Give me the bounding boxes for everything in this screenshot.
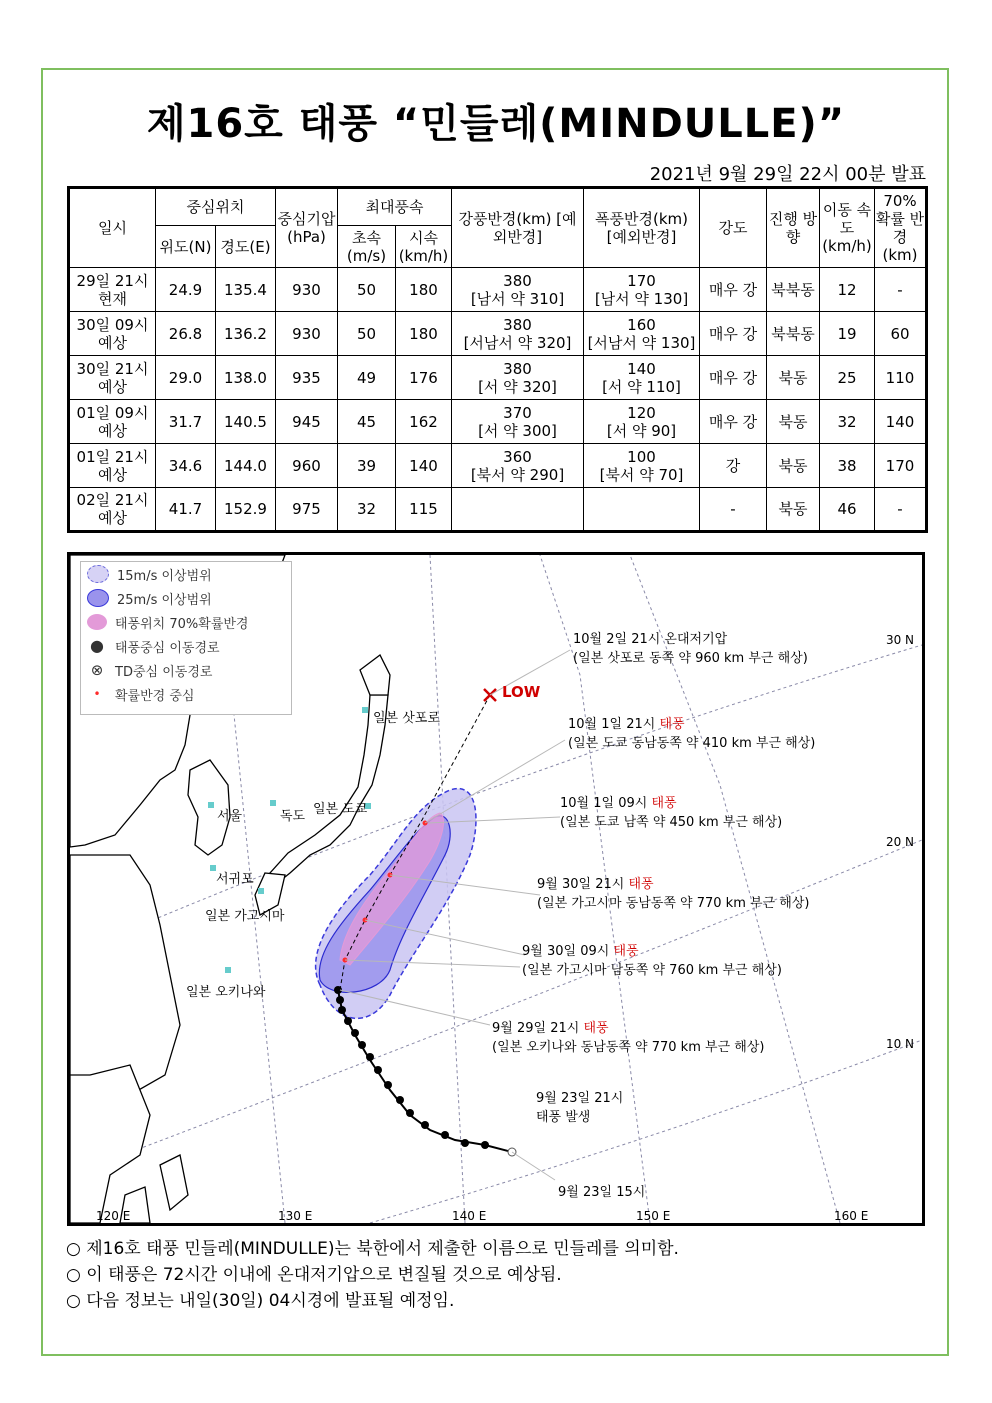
cell-storm-radius [584, 312, 700, 356]
lat-label-20n: 20 N [885, 835, 914, 849]
cell-time-line: 예상 [98, 509, 127, 527]
cell-kmh-line: 162 [409, 412, 438, 431]
cell-kmh [396, 444, 452, 488]
cell-time-line: 30일 09시 [76, 315, 149, 334]
cell-kmh [396, 400, 452, 444]
cell-lat-line: 41.7 [168, 500, 203, 518]
typhoon-symbol-icon: ● [90, 636, 104, 655]
cell-pressure [276, 268, 338, 312]
cell-kmh-line: 180 [409, 280, 438, 299]
header-maxwind: 최대풍속 [338, 188, 452, 226]
cell-prob-radius [875, 488, 927, 532]
cell-ms [338, 312, 396, 356]
cell-time-line: 30일 21시 [76, 359, 149, 378]
cell-strong-radius-line: 380 [503, 359, 532, 378]
cell-speed [820, 268, 875, 312]
cell-lon [216, 268, 276, 312]
cell-storm-radius-line: [서 약 90] [606, 421, 677, 440]
cell-kmh-line: 140 [409, 456, 438, 475]
cell-kmh [396, 488, 452, 532]
header-strong-radius: 강풍반경(km) [예외반경] [452, 188, 584, 268]
cell-storm-radius-line: 100 [627, 447, 656, 466]
cell-pressure [276, 356, 338, 400]
cell-direction-line: 북동 [778, 500, 808, 518]
issued-time: 2021년 9월 29일 22시 00분 발표 [649, 164, 926, 185]
page-title: 제16호 태풍 “민들레(MINDULLE)” [146, 101, 846, 147]
low-label: LOW [502, 683, 541, 701]
cell-pressure [276, 400, 338, 444]
header-speed: 이동 속도 (km/h) [820, 188, 875, 268]
cell-kmh [396, 312, 452, 356]
cell-ms [338, 444, 396, 488]
label-oct1-21: 10월 1일 21시 태풍 (일본 도쿄 동남동쪽 약 410 km 부근 해상) [568, 717, 816, 751]
cell-pressure-line: 975 [292, 500, 321, 518]
cell-prob-radius-line: 110 [885, 368, 915, 387]
cell-lat [156, 312, 216, 356]
place-tokyo: 일본 도쿄 [313, 802, 368, 817]
cell-ms-line: 50 [356, 324, 377, 343]
header-center: 중심위치 [156, 188, 276, 226]
cell-lat-line: 34.6 [168, 456, 203, 475]
cell-intensity [700, 400, 767, 444]
lat-label-10n: 10 N [885, 1037, 914, 1051]
cell-intensity-line: 강 [725, 456, 741, 475]
cell-storm-radius [584, 356, 700, 400]
cell-strong-radius [452, 444, 584, 488]
header-prob-radius: 70% 확률 반경 (km) [875, 188, 927, 268]
cell-pressure-line: 945 [292, 412, 321, 431]
note-item: ○ 다음 정보는 내일(30일) 04시경에 발표될 예정임. [66, 1291, 455, 1311]
map-legend [80, 561, 292, 715]
place-sapporo: 일본 삿포로 [373, 711, 440, 726]
cell-storm-radius [584, 488, 700, 532]
lat-label-30n: 30 N [885, 633, 914, 647]
cell-intensity-line: 매우 강 [708, 368, 758, 387]
cell-time-line: 예상 [98, 421, 127, 440]
cell-storm-radius [584, 268, 700, 312]
cell-ms-line: 50 [356, 280, 377, 299]
cell-speed-line: 12 [837, 280, 857, 299]
cell-intensity [700, 444, 767, 488]
cell-lon [216, 312, 276, 356]
cell-strong-radius [452, 312, 584, 356]
cell-lon [216, 356, 276, 400]
cell-direction-line: 북동 [778, 368, 808, 387]
cell-lat [156, 268, 216, 312]
cell-time-line: 예상 [98, 465, 127, 484]
cell-ms [338, 488, 396, 532]
lon-label-160e: 160 E [834, 1209, 869, 1223]
cell-strong-radius [452, 488, 584, 532]
cell-prob-radius [875, 400, 927, 444]
legend-item-70pct: 태풍위치 70%확률반경 [81, 610, 291, 634]
cell-direction [767, 356, 820, 400]
header-lon: 경도(E) [216, 226, 276, 268]
header-storm-radius: 폭풍반경(km) [예외반경] [584, 188, 700, 268]
place-kagoshima: 일본 가고시마 [205, 909, 285, 924]
legend-item-td: ⊗ TD중심 이동경로 [81, 658, 291, 682]
ellipse-icon [87, 589, 109, 607]
label-oct1-09: 10월 1일 09시 태풍 (일본 도쿄 남쪽 약 450 km 부근 해상) [560, 796, 783, 830]
header-direction: 진행 방향 [767, 188, 820, 268]
cell-prob-radius-line: 140 [885, 412, 915, 431]
cell-time-line: 01일 09시 [76, 403, 149, 422]
cell-ms [338, 268, 396, 312]
cell-lat-line: 24.9 [168, 280, 203, 299]
cell-strong-radius-line: [남서 약 310] [470, 289, 565, 308]
cell-kmh-line: 115 [409, 500, 438, 518]
cell-ms-line: 49 [356, 368, 377, 387]
cell-direction-line: 북동 [778, 412, 808, 431]
table-row [69, 488, 927, 532]
cell-time-line: 예상 [98, 333, 127, 352]
cell-intensity [700, 268, 767, 312]
cell-time-line: 01일 21시 [76, 447, 149, 466]
cell-ms [338, 400, 396, 444]
cell-strong-radius-line: [북서 약 290] [470, 465, 565, 484]
pink-ellipse-icon [87, 614, 107, 630]
cell-lat [156, 400, 216, 444]
legend-item-15ms: 15m/s 이상범위 [81, 562, 291, 586]
cell-lat [156, 444, 216, 488]
cell-lon-line: 135.4 [224, 280, 267, 299]
cell-prob-radius-line: 60 [890, 324, 910, 343]
red-dot-icon: • [93, 687, 101, 701]
cell-speed-line: 19 [837, 324, 857, 343]
cell-prob-radius [875, 312, 927, 356]
cell-strong-radius-line: 380 [503, 271, 532, 290]
lon-label-150e: 150 E [636, 1209, 671, 1223]
cell-storm-radius-line: 140 [627, 359, 656, 378]
cell-speed [820, 488, 875, 532]
cell-storm-radius [584, 444, 700, 488]
legend-item-center: • 확률반경 중심 [81, 682, 291, 706]
note-item: ○ 이 태풍은 72시간 이내에 온대저기압으로 변질될 것으로 예상됨. [66, 1265, 562, 1285]
cell-strong-radius-line: 360 [503, 447, 532, 466]
circled-x-icon: ⊗ [90, 661, 104, 679]
cell-kmh [396, 268, 452, 312]
place-seogwipo: 서귀포 [216, 872, 254, 887]
cell-ms-line: 32 [356, 500, 377, 518]
cell-storm-radius-line: [서남서 약 130] [587, 333, 696, 352]
table-row [69, 312, 927, 356]
cell-lon-line: 144.0 [224, 456, 267, 475]
cell-intensity-line: - [730, 500, 736, 518]
dashed-ellipse-icon [87, 565, 109, 583]
cell-time [69, 268, 156, 312]
cell-speed [820, 444, 875, 488]
notes [66, 1236, 679, 1314]
cell-prob-radius-line: - [897, 500, 903, 518]
table-row [69, 268, 927, 312]
cell-lat-line: 31.7 [168, 412, 203, 431]
cell-speed-line: 25 [837, 368, 857, 387]
cell-lon-line: 138.0 [224, 368, 267, 387]
cell-pressure-line: 930 [292, 324, 321, 343]
place-seoul: 서울 [217, 809, 243, 824]
cell-storm-radius-line: 120 [627, 403, 656, 422]
cell-time-line: 02일 21시 [76, 491, 149, 509]
cell-lat-line: 26.8 [168, 324, 203, 343]
cell-lat [156, 488, 216, 532]
label-sep29-21: 9월 29일 21시 태풍 (일본 오키나와 동남동쪽 약 770 km 부근 해상) [492, 1021, 765, 1055]
place-dokdo: 독도 [280, 809, 306, 824]
cell-intensity [700, 488, 767, 532]
cell-intensity [700, 356, 767, 400]
label-sep30-09: 9월 30일 09시 태풍 (일본 가고시마 남동쪽 약 760 km 부근 해상) [522, 944, 782, 978]
cell-direction-line: 북북동 [771, 324, 815, 343]
cell-intensity-line: 매우 강 [708, 280, 758, 299]
cell-lon-line: 136.2 [224, 324, 267, 343]
note-item: ○ 제16호 태풍 민들레(MINDULLE)는 북한에서 제출한 이름으로 민들레를 의미함. [66, 1239, 679, 1259]
table-row [69, 356, 927, 400]
cell-direction [767, 488, 820, 532]
cell-speed-line: 46 [837, 500, 857, 518]
cell-time [69, 356, 156, 400]
cell-time-line: 현재 [98, 289, 127, 308]
cell-storm-radius-line: [북서 약 70] [599, 465, 684, 484]
cell-strong-radius-line: [서 약 300] [478, 421, 557, 440]
cell-direction-line: 북북동 [771, 280, 815, 299]
label-sep30-21: 9월 30일 21시 태풍 (일본 가고시마 동남동쪽 약 770 km 부근 해상) [537, 877, 810, 911]
cell-strong-radius-line: 370 [503, 403, 532, 422]
cell-kmh-line: 180 [409, 324, 438, 343]
cell-storm-radius-line: 160 [627, 315, 656, 334]
cell-lon-line: 152.9 [224, 500, 267, 518]
cell-lon [216, 400, 276, 444]
cell-time [69, 312, 156, 356]
cell-strong-radius [452, 268, 584, 312]
label-sep23-15: 9월 23일 15시 [558, 1185, 646, 1200]
cell-strong-radius [452, 356, 584, 400]
lon-label-140e: 140 E [452, 1209, 487, 1223]
cell-speed-line: 38 [837, 456, 857, 475]
cell-pressure-line: 935 [292, 368, 321, 387]
cell-prob-radius-line: - [897, 280, 903, 299]
cell-prob-radius [875, 268, 927, 312]
label-oct2-21: 10월 2일 21시 온대저기압 (일본 삿포로 동쪽 약 960 km 부근 해상) [573, 632, 808, 666]
label-sep23-21: 9월 23일 21시 태풍 발생 [536, 1091, 624, 1125]
cell-time [69, 488, 156, 532]
cell-storm-radius [584, 400, 700, 444]
cell-strong-radius-line: [서남서 약 320] [463, 333, 572, 352]
cell-direction [767, 444, 820, 488]
cell-lat-line: 29.0 [168, 368, 203, 387]
cell-speed [820, 356, 875, 400]
cell-ms-line: 45 [356, 412, 377, 431]
cell-direction [767, 400, 820, 444]
cell-strong-radius-line: [서 약 320] [478, 377, 557, 396]
cell-intensity-line: 매우 강 [708, 412, 758, 431]
cell-time [69, 400, 156, 444]
cell-kmh [396, 356, 452, 400]
cell-strong-radius [452, 400, 584, 444]
cell-lon [216, 444, 276, 488]
cell-direction [767, 312, 820, 356]
legend-item-25ms: 25m/s 이상범위 [81, 586, 291, 610]
cell-direction-line: 북동 [778, 456, 808, 475]
header-lat: 위도(N) [156, 226, 216, 268]
cell-kmh-line: 176 [409, 368, 438, 387]
cell-pressure [276, 444, 338, 488]
place-okinawa: 일본 오키나와 [186, 985, 266, 1000]
cell-pressure-line: 930 [292, 280, 321, 299]
cell-storm-radius-line: 170 [627, 271, 656, 290]
header-intensity: 강도 [700, 188, 767, 268]
cell-lat [156, 356, 216, 400]
cell-storm-radius-line: [남서 약 130] [594, 289, 689, 308]
table-row [69, 444, 927, 488]
cell-prob-radius-line: 170 [885, 456, 915, 475]
cell-prob-radius [875, 356, 927, 400]
cell-speed [820, 312, 875, 356]
cell-lon [216, 488, 276, 532]
cell-intensity-line: 매우 강 [708, 324, 758, 343]
header-kmh: 시속 (km/h) [396, 226, 452, 268]
cell-ms-line: 39 [356, 456, 377, 475]
cell-strong-radius-line: 380 [503, 315, 532, 334]
cell-ms [338, 356, 396, 400]
cell-pressure [276, 312, 338, 356]
cell-speed-line: 32 [837, 412, 857, 431]
cell-time [69, 444, 156, 488]
cell-time-line: 29일 21시 [76, 271, 149, 290]
legend-item-track: ● 태풍중심 이동경로 [81, 634, 291, 658]
table-row [69, 400, 927, 444]
typhoon-track-map [67, 552, 925, 1226]
forecast-table [67, 186, 928, 533]
cell-speed [820, 400, 875, 444]
cell-pressure-line: 960 [292, 456, 321, 475]
cell-lon-line: 140.5 [224, 412, 267, 431]
cell-direction [767, 268, 820, 312]
header-time: 일시 [69, 188, 156, 268]
header-pressure: 중심기압 (hPa) [276, 188, 338, 268]
lon-label-130e: 130 E [278, 1209, 313, 1223]
cell-intensity [700, 312, 767, 356]
cell-pressure [276, 488, 338, 532]
cell-time-line: 예상 [98, 377, 127, 396]
lon-label-120e: 120 E [96, 1209, 131, 1223]
cell-prob-radius [875, 444, 927, 488]
header-ms: 초속 (m/s) [338, 226, 396, 268]
cell-storm-radius-line: [서 약 110] [602, 377, 681, 396]
